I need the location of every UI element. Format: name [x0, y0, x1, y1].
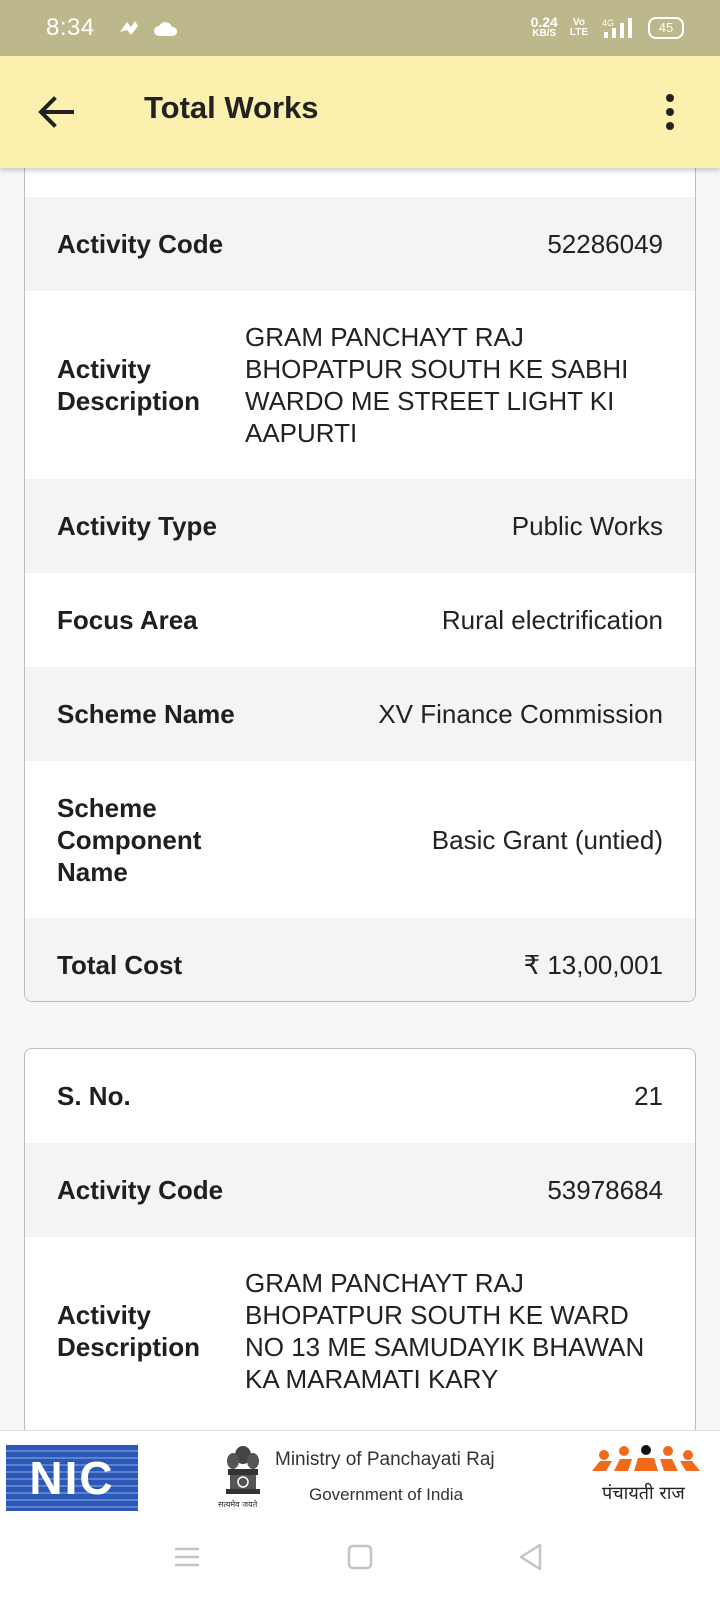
detail-row-activity-description: [25, 291, 695, 479]
emblem-caption: सत्यमेव जयते: [218, 1500, 258, 1509]
detail-value: 52286049: [547, 229, 663, 259]
detail-label: Activity Description: [57, 1300, 201, 1362]
detail-row-focus-area: [25, 573, 695, 667]
detail-value: Basic Grant (untied): [431, 824, 663, 855]
detail-value: ₹ 13,00,001: [523, 950, 663, 980]
detail-row-activity-description: [25, 1237, 695, 1425]
detail-value: 53978684: [547, 1175, 663, 1205]
status-notification-icons: [117, 18, 179, 38]
detail-row-activity-code: [25, 1143, 695, 1237]
detail-label: Activity Code: [57, 1175, 224, 1205]
works-list[interactable]: [0, 168, 720, 1430]
cloud-icon: [153, 19, 179, 37]
detail-label: Total Cost: [57, 950, 183, 980]
detail-label: Activity Code: [57, 229, 224, 259]
svg-text:4G: 4G: [602, 18, 615, 28]
detail-value: Public Works: [511, 511, 663, 541]
more-options-icon[interactable]: [660, 92, 680, 132]
detail-label: Scheme Name: [57, 699, 235, 729]
volte-indicator: Vo LTE: [569, 17, 588, 38]
detail-row-scheme-name: [25, 667, 695, 761]
detail-value: 21: [634, 1081, 663, 1111]
system-nav-bar: [0, 1512, 720, 1600]
battery-indicator: 45: [648, 17, 684, 39]
detail-value: GRAM PANCHAYT RAJ BHOPATPUR SOUTH KE WARD NO 13 ME SAMUDAYIK BHAWAN KA MARAMATI KARY: [245, 1268, 645, 1394]
app-bar: [0, 56, 720, 168]
status-time: 8:34: [46, 14, 95, 41]
back-nav-icon[interactable]: [516, 1542, 546, 1572]
menu-nav-icon[interactable]: [172, 1542, 202, 1572]
detail-label: Focus Area: [57, 605, 198, 635]
work-card: [24, 1048, 696, 1430]
detail-label: Scheme Component Name: [57, 792, 202, 887]
detail-label: Activity Description: [57, 354, 201, 416]
signal-icon: [600, 17, 636, 39]
app-notification-icon: [117, 18, 141, 38]
status-bar: [0, 0, 720, 56]
detail-value: GRAM PANCHAYT RAJ BHOPATPUR SOUTH KE SABHI WARDO ME STREET LIGHT KI AAPURTI: [245, 322, 629, 448]
network-speed: 0.24 KB/S: [530, 14, 558, 39]
detail-row-activity-type: [25, 479, 695, 573]
footer-logos: [0, 1430, 720, 1513]
detail-label: Activity Type: [57, 511, 217, 541]
detail-row-total-cost: [25, 918, 695, 1002]
home-nav-icon[interactable]: [345, 1542, 375, 1572]
panchayati-raj-text: पंचायती राज: [602, 1483, 685, 1504]
detail-row-scheme-component-name: [25, 761, 695, 918]
government-name: Government of India: [309, 1485, 464, 1504]
ministry-name: Ministry of Panchayati Raj: [275, 1449, 495, 1470]
back-arrow-icon[interactable]: [36, 92, 76, 132]
detail-row-activity-code: [25, 197, 695, 291]
detail-value: Rural electrification: [441, 605, 663, 635]
detail-row-serial-number: [25, 1049, 695, 1143]
page-title: Total Works: [144, 90, 319, 125]
detail-value: XV Finance Commission: [378, 699, 663, 729]
detail-label: S. No.: [57, 1081, 131, 1111]
nic-logo: NIC: [6, 1445, 138, 1511]
work-card: [24, 168, 696, 1002]
